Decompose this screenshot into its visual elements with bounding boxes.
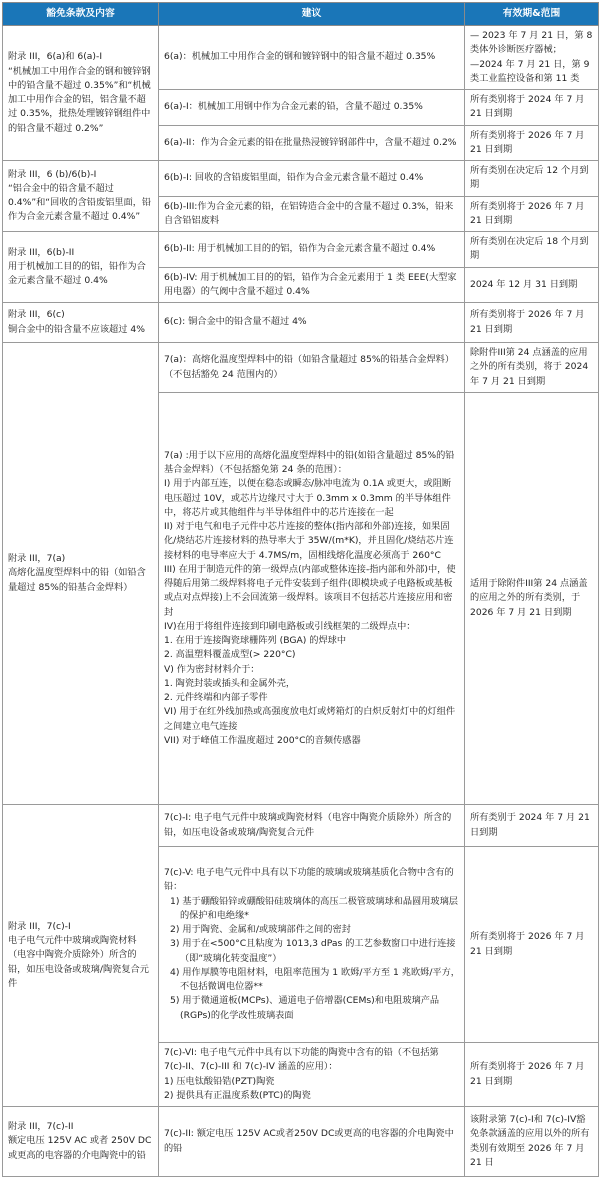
exemption-clause-cell: 附录 III，6 (b)/6(b)-I “铝合金中的铅含量不超过 0.4%”和“回收的含铅废铝里面，铅作为合金元素含量不超过 0.4%” bbox=[3, 161, 159, 232]
validity-cell: 适用于除附件III第 24 点涵盖的应用之外的所有类别，于 2026 年 7 月 21 日到期 bbox=[465, 393, 599, 805]
suggestion-cell: 6(b)-II: 用于机械加工目的的铝，铅作为合金元素含量不超过 0.4% bbox=[159, 232, 465, 268]
header-suggestion: 建议 bbox=[159, 3, 465, 26]
validity-cell: 除附件III第 24 点涵盖的应用之外的所有类别，将于 2024 年 7 月 21 日到期 bbox=[465, 343, 599, 393]
header-row bbox=[3, 3, 599, 26]
suggestion-cell: 6(a)-I：机械加工用钢中作为合金元素的铅，含量不超过 0.35% bbox=[159, 90, 465, 126]
suggestion-cell: 7(c)-VI: 电子电气元件中具有以下功能的陶瓷中含有的铅（不包括第 7(c)-II、7(c)-III 和 7(c)-IV 涵盖的应用）： 1) 压电钛酸铅锆(PZT)陶瓷 2) 提供具有正温度系数(PTC)的陶瓷 bbox=[159, 1043, 465, 1107]
suggestion-cell: 7(c)-I: 电子电气元件中玻璃或陶瓷材料（电容中陶瓷介质除外）所含的铅，如压电设备或玻璃/陶瓷复合元件 bbox=[159, 805, 465, 847]
exemption-table bbox=[2, 2, 599, 1177]
suggestion-cell: 6(b)-IV: 用于机械加工目的的铝，铅作为合金元素用于 1 类 EEE(大型家用电器）的气阀中含量不超过 0.4% bbox=[159, 267, 465, 303]
table-row bbox=[3, 232, 599, 268]
exemption-clause-cell: 附录 III，7(c)-I 电子电气元件中玻璃或陶瓷材料（电容中陶瓷介质除外）所含的铅，如压电设备或玻璃/陶瓷复合元件 bbox=[3, 805, 159, 1107]
validity-cell: 所有类别将于 2026 年 7 月 21 日到期 bbox=[465, 303, 599, 343]
validity-cell: 所有类别将于 2024 年 7 月 21 日到期 bbox=[465, 90, 599, 126]
validity-cell: — 2023 年 7 月 21 日，第 8 类体外诊断医疗器械； —2024 年 7 月 21 日，第 9 类工业监控设备和第 11 类 bbox=[465, 26, 599, 90]
suggestion-cell: 7(c)-II: 额定电压 125V AC或者250V DC或更高的电容器的介电陶瓷中的铅 bbox=[159, 1107, 465, 1177]
suggestion-cell: 7(c)-V: 电子电气元件中具有以下功能的玻璃或玻璃基质化合物中含有的铅： 1) 基于硼酸铅锌或硼酸铅硅玻璃体的高压二极管玻璃球和晶圆用玻璃层的保护和电绝缘* 2) 用于陶瓷、金属和/或玻璃部件之间的密封 3) 用于在<500°C且粘度为 1013,3 dPas 的工艺参数窗口中进行连接（即“玻璃化转变温度”） 4) 用作厚膜等电阻材料，电阻率范围为 1 欧姆/平方至 1 兆欧姆/平方，不包括微调电位器** 5) 用于微通道板(MCPs)、通道电子倍增器(CEMs)和电阻玻璃产品(RGPs)的化学改性玻璃表面 bbox=[159, 847, 465, 1043]
validity-cell: 所有类别于 2024 年 7 月 21 日到期 bbox=[465, 805, 599, 847]
table-row bbox=[3, 1107, 599, 1177]
suggestion-cell: 7(a)：高熔化温度型焊料中的铅（如铅含量超过 85%的铅基合金焊料）（不包括豁免 24 范围内的） bbox=[159, 343, 465, 393]
validity-cell: 所有类别将于 2026 年 7 月 21 日到期 bbox=[465, 196, 599, 232]
validity-cell: 所有类别将于 2026 年 7 月 21 日到期 bbox=[465, 847, 599, 1043]
validity-cell: 所有类别将于 2026 年 7 月 21 日到期 bbox=[465, 125, 599, 161]
suggestion-cell: 6(c): 铜合金中的铅含量不超过 4% bbox=[159, 303, 465, 343]
validity-cell: 该附录第 7(c)-I和 7(c)-IV豁免条款涵盖的应用以外的所有类别有效期至 2026 年 7 月 21 日 bbox=[465, 1107, 599, 1177]
header-exemption-clause: 豁免条款及内容 bbox=[3, 3, 159, 26]
suggestion-cell: 6(a)-II：作为合金元素的铅在批量热浸镀锌钢部件中，含量不超过 0.2% bbox=[159, 125, 465, 161]
validity-cell: 所有类别将于 2026 年 7 月 21 日到期 bbox=[465, 1043, 599, 1107]
suggestion-cell: 6(b)-III:作为合金元素的铅，在铝铸造合金中的含量不超过 0.3%，铅来自含铅铝废料 bbox=[159, 196, 465, 232]
exemption-clause-cell: 附录 III，6(c) 铜合金中的铅含量不应该超过 4% bbox=[3, 303, 159, 343]
table-row bbox=[3, 26, 599, 90]
validity-cell: 所有类别在决定后 12 个月到期 bbox=[465, 161, 599, 197]
validity-cell: 所有类别在决定后 18 个月到期 bbox=[465, 232, 599, 268]
header-validity-scope: 有效期&范围 bbox=[465, 3, 599, 26]
table-row bbox=[3, 805, 599, 847]
exemption-clause-cell: 附录 III，6(a)和 6(a)-I “机械加工中用作合金的钢和镀锌钢中的铅含量不超过 0.35%”和“机械加工中用作合金的铝，铝含量不超过 0.35%，批热处理镀锌钢组件中的铅含量不超过 0.2%” bbox=[3, 26, 159, 161]
suggestion-cell: 7(a) :用于以下应用的高熔化温度型焊料中的铅(如铅含量超过 85%的铅基合金焊料）（不包括豁免第 24 条的范围）： I) 用于内部互连，以便在稳态或瞬态/脉冲电流为 0.1A 或更大，或阻断电压超过 10V，或芯片边缘尺寸大于 0.3mm x 0.3mm 的半导体组件中，将芯片或其他组件与半导体组件中的芯片连接在一起 II) 对于电气和电子元件中芯片连接的整体(指内部和外部)连接，如果固化/烧结芯片连接材料的热导率大于 35W/(m*K)，并且固化/烧结芯片连接材料的电导率应大于 4.7MS/m，固相线熔化温度必须高于 260°C III) 在用于制造元件的第一级焊点(内部或整体连接-指内部和外部)中，使得随后用第二级焊料将电子元件安装到子组件(即模块或子电路板或基板或点对点焊接)上不会回流第一级焊料。该项目不包括芯片连接应用和密封 IV)在用于将组件连接到印刷电路板或引线框架的二级焊点中： 1. 在用于连接陶瓷球栅阵列 (BGA) 的焊球中 2. 高温塑料覆盖成型(> 220°C) V) 作为密封材料介于： 1. 陶瓷封装或插头和金属外壳， 2. 元件终端和内部子零件 VI) 用于在红外线加热或高强度放电灯或烤箱灯的白炽反射灯中的灯组件之间建立电气连接 VII) 对于峰值工作温度超过 200°C的音频传感器 bbox=[159, 393, 465, 805]
validity-cell: 2024 年 12 月 31 日到期 bbox=[465, 267, 599, 303]
suggestion-cell: 6(a)：机械加工中用作合金的钢和镀锌钢中的铅含量不超过 0.35% bbox=[159, 26, 465, 90]
table-body bbox=[3, 26, 599, 1177]
suggestion-cell: 6(b)-I: 回收的含铅废铝里面，铅作为合金元素含量不超过 0.4% bbox=[159, 161, 465, 197]
table-row bbox=[3, 161, 599, 197]
table-row bbox=[3, 343, 599, 393]
exemption-clause-cell: 附录 III，7(c)-II 额定电压 125V AC 或者 250V DC 或更高的电容器的介电陶瓷中的铅 bbox=[3, 1107, 159, 1177]
exemption-clause-cell: 附录 III，6(b)-II 用于机械加工目的的铝，铅作为合金元素含量不超过 0.4% bbox=[3, 232, 159, 303]
exemption-clause-cell: 附录 III，7(a) 高熔化温度型焊料中的铅（如铅含量超过 85%的铅基合金焊料） bbox=[3, 343, 159, 805]
table-row bbox=[3, 303, 599, 343]
